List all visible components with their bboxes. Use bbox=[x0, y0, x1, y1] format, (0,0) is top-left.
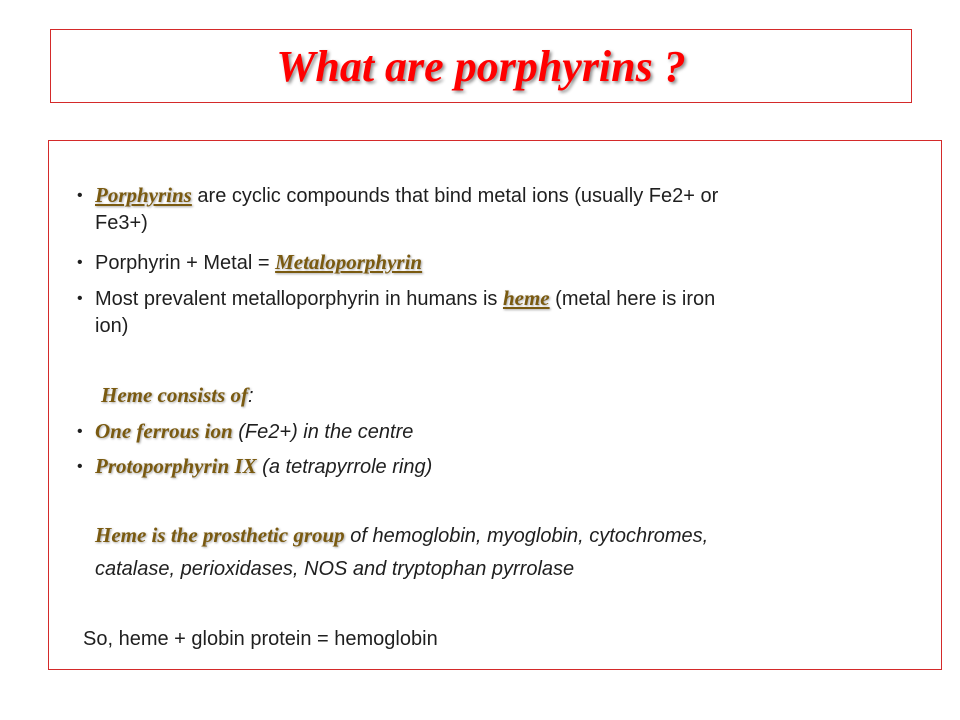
bullet-icon: • bbox=[77, 187, 83, 204]
protoporphyrin-term: Protoporphyrin IX bbox=[95, 454, 257, 478]
bullet-item-heme bbox=[95, 284, 715, 313]
bullet-item-ferrous-ion bbox=[95, 417, 413, 446]
bullet-item-protoporphyrin bbox=[95, 452, 432, 481]
bullet-icon: • bbox=[77, 458, 83, 475]
heme-text: Most prevalent metalloporphyrin in humans is bbox=[95, 288, 503, 310]
summary-text: So, heme + globin protein = hemoglobin bbox=[83, 628, 438, 650]
ferrous-ion-text: (Fe2+) in the centre bbox=[232, 421, 414, 443]
bullet-icon: • bbox=[77, 290, 83, 307]
heme-consists-heading bbox=[101, 381, 254, 410]
bullet-item-heme-cont bbox=[95, 312, 128, 340]
prosthetic-group-line bbox=[95, 521, 708, 550]
porphyrins-definition-cont: Fe3+) bbox=[95, 212, 148, 234]
summary-line bbox=[83, 625, 438, 653]
content-box bbox=[48, 140, 942, 670]
equation-text: Porphyrin + Metal = bbox=[95, 252, 276, 274]
bullet-icon: • bbox=[77, 423, 83, 440]
protoporphyrin-text: (a tetrapyrrole ring) bbox=[256, 456, 433, 478]
prosthetic-group-text-cont: catalase, perioxidases, NOS and tryptophan pyrrolase bbox=[95, 558, 575, 580]
prosthetic-group-term: Heme is the prosthetic group bbox=[95, 523, 345, 547]
heme-text-post: (metal here is iron bbox=[549, 288, 716, 310]
porphyrins-term: Porphyrins bbox=[95, 183, 192, 207]
page-title: What are porphyrins ? bbox=[276, 41, 686, 91]
heme-consists-colon: : bbox=[248, 385, 254, 407]
bullet-item-metaloporphyrin bbox=[95, 248, 422, 277]
prosthetic-group-line-2 bbox=[95, 555, 574, 583]
heme-consists-term: Heme consists of bbox=[101, 383, 248, 407]
bullet-item-porphyrins-cont bbox=[95, 209, 148, 237]
heme-term: heme bbox=[502, 286, 550, 310]
prosthetic-group-text: of hemoglobin, myoglobin, cytochromes, bbox=[344, 525, 709, 547]
title-box bbox=[50, 29, 912, 103]
heme-text-cont: ion) bbox=[95, 315, 129, 337]
porphyrins-definition: are cyclic compounds that bind metal ions (usually Fe2+ or bbox=[191, 185, 719, 207]
bullet-item-porphyrins bbox=[95, 181, 718, 210]
bullet-icon: • bbox=[77, 254, 83, 271]
metaloporphyrin-term: Metaloporphyrin bbox=[275, 250, 423, 274]
ferrous-ion-term: One ferrous ion bbox=[95, 419, 233, 443]
